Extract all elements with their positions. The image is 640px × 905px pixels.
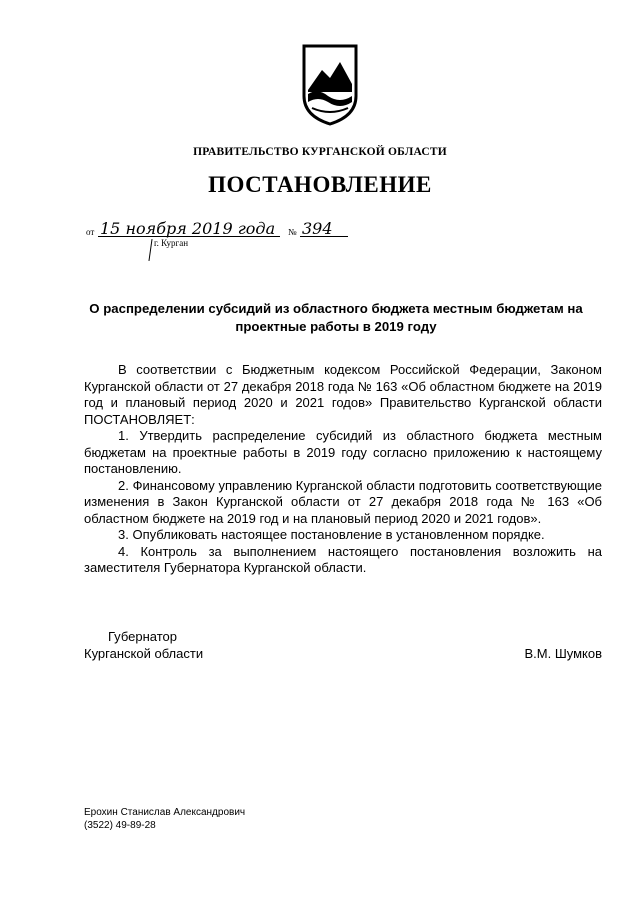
position-line-1: Губернатор <box>108 629 177 644</box>
number-underline <box>300 236 348 237</box>
document-subject: О распределении субсидий из областного бюджета местным бюджетам на проектные работы в 2019 году <box>89 301 583 334</box>
dateline <box>86 219 386 262</box>
document-body <box>84 362 602 577</box>
government-title: ПРАВИТЕЛЬСТВО КУРГАНСКОЙ ОБЛАСТИ <box>193 146 447 158</box>
city-label: г. Курган <box>154 238 189 248</box>
coat-of-arms-icon <box>300 44 360 126</box>
preamble-paragraph: В соответствии с Бюджетным кодексом Российской Федерации, Законом Курганской области от 27 декабря 2018 года № 163 «Об областном бюджете на 2019 год и плановый период 2020 и 2021 годов» Правительство Курганской области ПОСТАНОВЛЯЕТ: <box>84 362 602 427</box>
date-prefix: от <box>86 227 95 237</box>
date-underline <box>98 236 280 237</box>
clause-2: 2. Финансовому управлению Курганской области подготовить соответствующие изменения в Закон Курганской области от 27 декабря 2018 года № 163 «Об областном бюджете на 2019 год и на плановый период 2020 и 2021 годов». <box>84 477 602 526</box>
handwritten-number: 394 <box>302 219 333 238</box>
signatory-position <box>84 628 203 662</box>
handwritten-date: 15 ноября 2019 года <box>100 219 276 238</box>
clause-1: 1. Утвердить распределение субсидий из областного бюджета местным бюджетам на проектные работы в 2019 году согласно приложению к настоящему постановлению. <box>84 428 602 476</box>
executor-phone: (3522) 49-89-28 <box>84 820 156 831</box>
executor-name: Ерохин Станислав Александрович <box>84 807 246 818</box>
position-line-2: Курганской области <box>84 646 204 661</box>
document-type-title: ПОСТАНОВЛЕНИЕ <box>208 172 432 197</box>
handwritten-mark <box>148 239 152 261</box>
clause-3: 3. Опубликовать настоящее постановление в установленном порядке. <box>118 527 545 542</box>
executor-block <box>84 806 245 832</box>
number-prefix: № <box>288 227 297 237</box>
signatory-name: В.М. Шумков <box>524 646 602 661</box>
clause-4: 4. Контроль за выполнением настоящего постановления возложить на заместителя Губернатора Курганской области. <box>84 543 602 575</box>
